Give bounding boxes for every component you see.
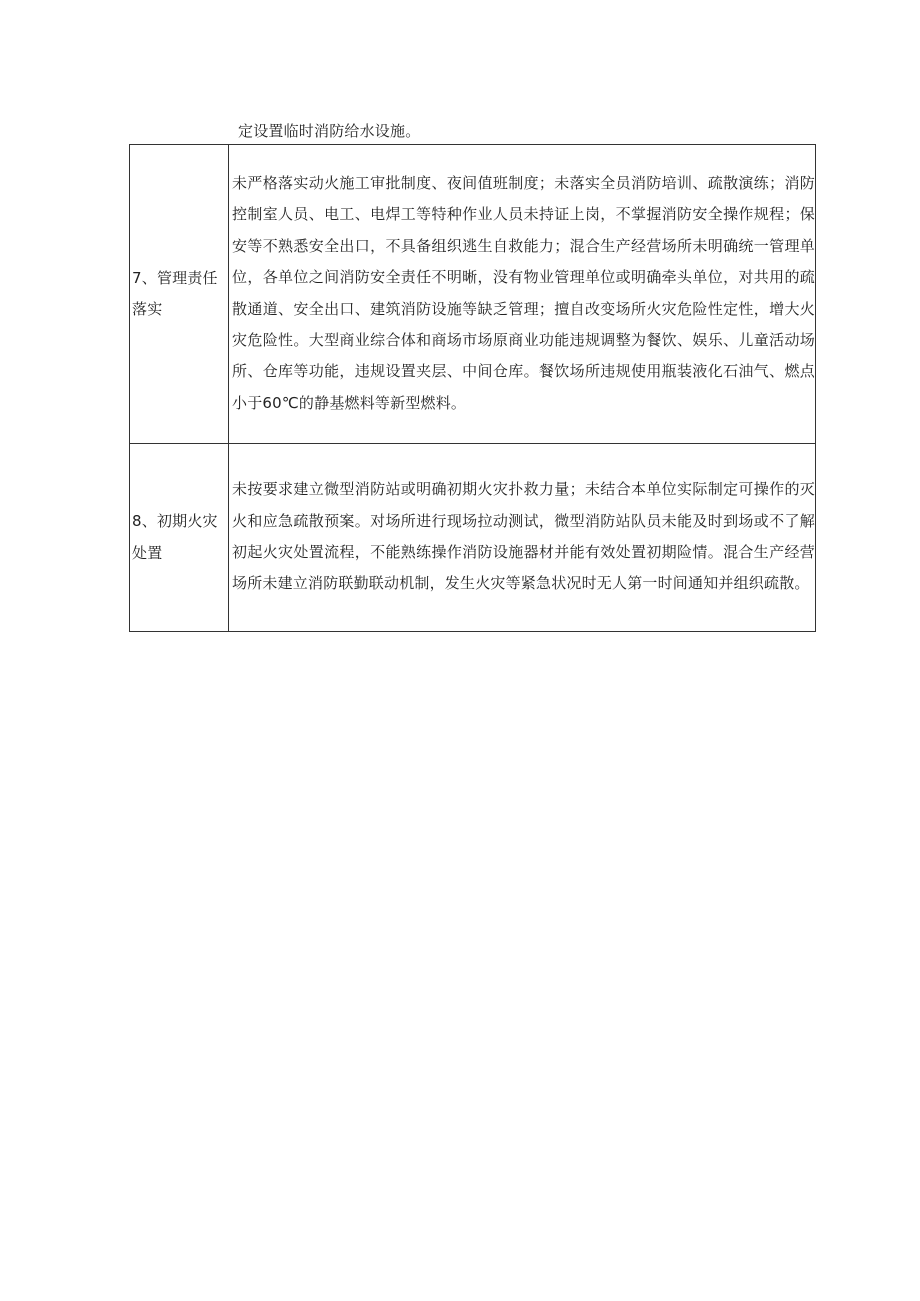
- row-label-management-responsibility: 7、管理责任落实: [130, 145, 229, 444]
- table-row: [130, 145, 816, 444]
- inspection-table: [129, 144, 816, 632]
- row-label-initial-fire-response: 8、初期火灾处置: [130, 444, 229, 632]
- table-row: [130, 444, 816, 632]
- continuation-text: 定设置临时消防给水设施。: [238, 122, 421, 140]
- row-content-initial-fire-response: 未按要求建立微型消防站或明确初期火灾扑救力量；未结合本单位实际制定可操作的灭火和应急疏散预案。对场所进行现场拉动测试，微型消防站队员未能及时到场或不了解初起火灾处置流程，不能熟练操作消防设施器材并能有效处置初期险情。混合生产经营场所未建立消防联勤联动机制，发生火灾等紧急状况时无人第一时间通知并组织疏散。: [229, 444, 816, 632]
- row-content-management-responsibility: 未严格落实动火施工审批制度、夜间值班制度；未落实全员消防培训、疏散演练；消防控制室人员、电工、电焊工等特种作业人员未持证上岗，不掌握消防安全操作规程；保安等不熟悉安全出口，不具备组织逃生自救能力；混合生产经营场所未明确统一管理单位，各单位之间消防安全责任不明晰，没有物业管理单位或明确牵头单位，对共用的疏散通道、安全出口、建筑消防设施等缺乏管理；擅自改变场所火灾危险性定性，增大火灾危险性。大型商业综合体和商场市场原商业功能违规调整为餐饮、娱乐、儿童活动场所、仓库等功能，违规设置夹层、中间仓库。餐饮场所违规使用瓶装液化石油气、燃点小于60℃的静基燃料等新型燃料。: [229, 145, 816, 444]
